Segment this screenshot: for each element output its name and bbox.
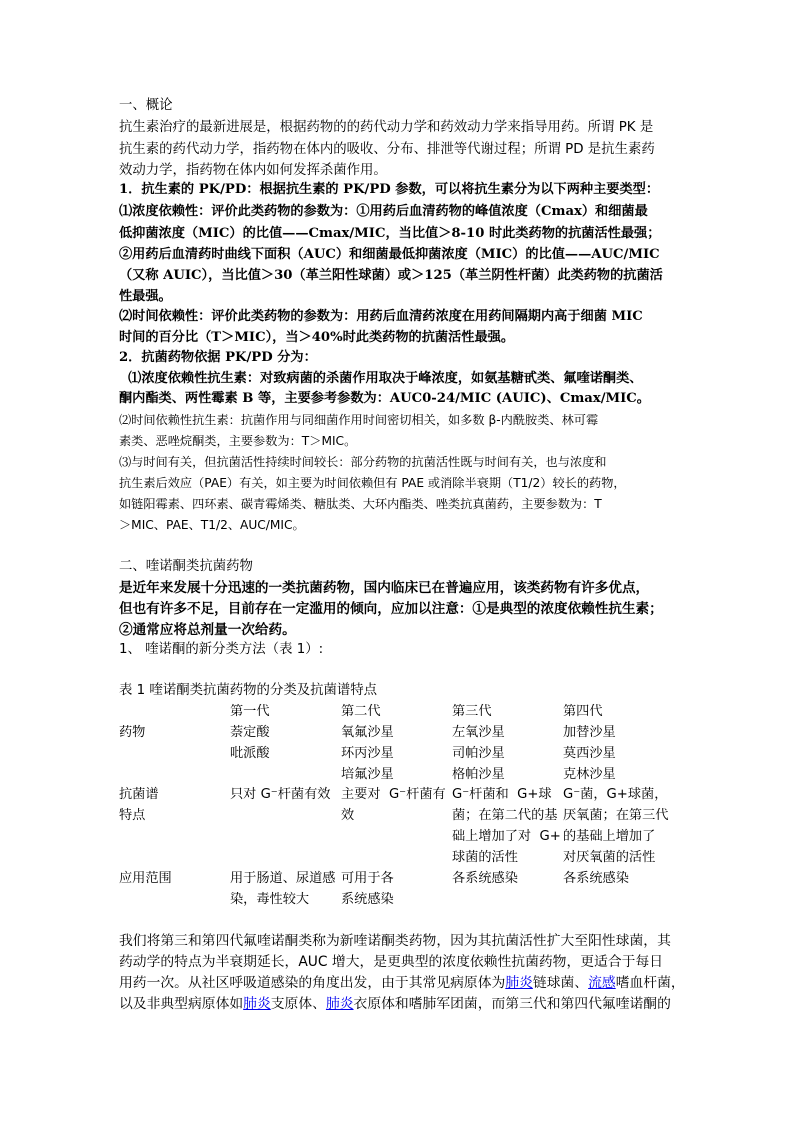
closing-text: 嗜血杆菌， xyxy=(615,975,685,991)
usage-cell-gen3: 各系统感染 xyxy=(452,871,518,886)
link-pneumonia[interactable]: 肺炎 xyxy=(325,996,354,1012)
closing-text: 衣原体和嗜肺军团菌，而第三代和第四代氟喹诺酮的 xyxy=(353,996,671,1012)
row-label-usage: 应用范围 xyxy=(119,871,172,886)
intro-line: 效动力学，指药物在体内如何发挥杀菌作用。 xyxy=(119,163,387,178)
header-gen2: 第二代 xyxy=(341,704,381,719)
section-heading-overview: 一、概论 xyxy=(119,98,173,113)
link-influenza[interactable]: 流感 xyxy=(588,975,616,991)
drug-cell: 格帕沙星 xyxy=(452,767,505,782)
intro-line: 抗生素的药代动力学，指药物在体内的吸收、分布、排泄等代谢过程；所谓 PD 是抗生素药 xyxy=(119,142,655,157)
bold-line: ⑴浓度依赖性抗生素：对致病菌的杀菌作用取决于峰浓度，如氨基糖甙类、氟喹诺酮类、 xyxy=(119,371,643,386)
header-gen4: 第四代 xyxy=(563,704,603,719)
spectrum-cell-gen2: 主要对 G⁻杆菌有 xyxy=(341,787,446,802)
usage-cell-gen1: 用于肠道、尿道感 xyxy=(230,871,336,886)
closing-line: 我们将第三和第四代氟喹诺酮类称为新喹诺酮类药物，因为其抗菌活性扩大至阳性球菌，其 xyxy=(119,933,671,949)
link-pneumonia[interactable]: 肺炎 xyxy=(243,996,271,1012)
closing-line xyxy=(119,973,685,993)
bold-line: 2．抗菌药物依据 PK/PD 分为： xyxy=(119,350,317,365)
row-label-spectrum: 抗菌谱 xyxy=(119,787,159,802)
section-heading-quinolones: 二、喹诺酮类抗菌药物 xyxy=(119,559,253,574)
usage-cell-gen4: 各系统感染 xyxy=(563,871,629,886)
drug-cell: 环丙沙星 xyxy=(341,746,394,761)
header-gen1: 第一代 xyxy=(230,704,270,719)
drug-cell: 培氟沙星 xyxy=(341,767,394,782)
text-line: ⑶与时间有关，但抗菌活性持续时间较长：部分药物的抗菌活性既与时间有关，也与浓度和 xyxy=(119,455,607,469)
closing-text: 支原体、 xyxy=(270,996,326,1012)
drug-cell: 吡派酸 xyxy=(230,746,270,761)
drug-cell: 加替沙星 xyxy=(563,725,616,740)
spectrum-cell-gen4: 厌氧菌；在第三代 xyxy=(563,808,669,823)
bold-line: ②用药后血清药时曲线下面积（AUC）和细菌最低抑菌浓度（MIC）的比值——AUC/MIC xyxy=(119,247,660,262)
sub-heading: 1、 喹诺酮的新分类方法（表 1）: xyxy=(119,642,324,657)
drug-cell: 克林沙星 xyxy=(563,767,616,782)
usage-cell-gen2: 可用于各 xyxy=(341,871,394,886)
text-line: ＞MIC、PAE、T1/2、AUC/MIC。 xyxy=(119,518,305,532)
drug-cell: 萘定酸 xyxy=(230,725,270,740)
closing-text: 链球菌、 xyxy=(532,975,589,991)
spectrum-cell-gen4: 的基础上增加了 xyxy=(563,829,656,844)
intro-line: 抗生素治疗的最新进展是，根据药物的的药代动力学和药效动力学来指导用药。所谓 PK 是 xyxy=(119,120,654,135)
drug-cell: 左氧沙星 xyxy=(452,725,505,740)
text-line: 如链阳霉素、四环素、碳青霉烯类、糖肽类、大环内酯类、唑类抗真菌药，主要参数为：T xyxy=(119,497,602,511)
text-line: ⑵时间依赖性抗生素：抗菌作用与同细菌作用时间密切相关，如多数 β-内酰胺类、林可霉 xyxy=(119,413,599,427)
table-caption: 表 1 喹诺酮类抗菌药物的分类及抗菌谱特点 xyxy=(119,683,378,698)
spectrum-cell-gen4: G⁻菌，G+球菌， xyxy=(563,787,668,802)
row-label-drugs: 药物 xyxy=(119,725,146,740)
closing-line: 药动学的特点为半衰期延长，AUC 增大，是更典型的浓度依赖性抗菌药物，更适合于每日 xyxy=(119,954,664,970)
text-line: 素类、恶唑烷酮类，主要参数为：T＞MIC。 xyxy=(119,434,357,448)
closing-text: 用药一次。从社区呼吸道感染的角度出发，由于其常见病原体为 xyxy=(119,975,506,991)
bold-line: 时间的百分比（T＞MIC），当＞40%时此类药物的抗菌活性最强。 xyxy=(119,330,515,345)
drug-cell: 莫西沙星 xyxy=(563,746,616,761)
spectrum-cell-gen3: 菌；在第二代的基 xyxy=(452,808,558,823)
spectrum-cell-gen3: 球菌的活性 xyxy=(452,850,518,865)
bold-line: ②通常应将总剂量一次给药。 xyxy=(119,622,296,638)
bold-line: 但也有许多不足，目前存在一定滥用的倾向，应加以注意：①是典型的浓度依赖性抗生素； xyxy=(119,601,663,617)
spectrum-cell-gen1: 只对 G⁻杆菌有效 xyxy=(230,787,331,802)
closing-line xyxy=(119,994,679,1014)
bold-line: 是近年来发展十分迅速的一类抗菌药物，国内临床已在普遍应用，该类药物有许多优点， xyxy=(119,580,650,596)
drug-cell: 司帕沙星 xyxy=(452,746,505,761)
bold-line: 性最强。 xyxy=(119,289,172,304)
bold-line: 酮内酯类、两性霉素 B 等，主要参考参数为：AUC0-24/MIC (AUIC)、Cmax/MIC。 xyxy=(119,391,650,406)
usage-cell-gen1: 染，毒性较大 xyxy=(230,892,310,907)
row-label-spectrum: 特点 xyxy=(119,808,146,823)
spectrum-cell-gen2: 效 xyxy=(341,808,355,823)
closing-text: 以及非典型病原体如 xyxy=(119,996,244,1012)
bold-line: 低抑菌浓度（MIC）的比值——Cmax/MIC，当比值＞8-10 时此类药物的抗菌活性最强； xyxy=(119,226,661,241)
usage-cell-gen2: 系统感染 xyxy=(341,892,394,907)
text-line: 抗生素后效应（PAE）有关，如主要为时间依赖但有 PAE 或消除半衰期（T1/2）较长的药物， xyxy=(119,476,626,490)
bold-line: 1．抗生素的 PK/PD：根据抗生素的 PK/PD 参数，可以将抗生素分为以下两种主要类型： xyxy=(119,182,660,197)
bold-line: ⑵时间依赖性：评价此类药物的参数为：用药后血清药浓度在用药间隔期内高于细菌 MIC xyxy=(119,309,643,324)
spectrum-cell-gen3: G⁻杆菌和 G+球 xyxy=(452,787,552,802)
drug-cell: 氧氟沙星 xyxy=(341,725,394,740)
link-pneumonia[interactable]: 肺炎 xyxy=(505,975,533,991)
bold-line: ⑴浓度依赖性：评价此类药物的参数为：①用药后血清药物的峰值浓度（Cmax）和细菌最 xyxy=(119,204,648,219)
bold-line: （又称 AUIC），当比值＞30（革兰阳性球菌）或＞125（革兰阴性杆菌）此类药物的抗菌活 xyxy=(119,268,663,283)
spectrum-cell-gen3: 础上增加了对 G+ xyxy=(452,829,561,844)
header-gen3: 第三代 xyxy=(452,704,492,719)
spectrum-cell-gen4: 对厌氧菌的活性 xyxy=(563,850,656,865)
